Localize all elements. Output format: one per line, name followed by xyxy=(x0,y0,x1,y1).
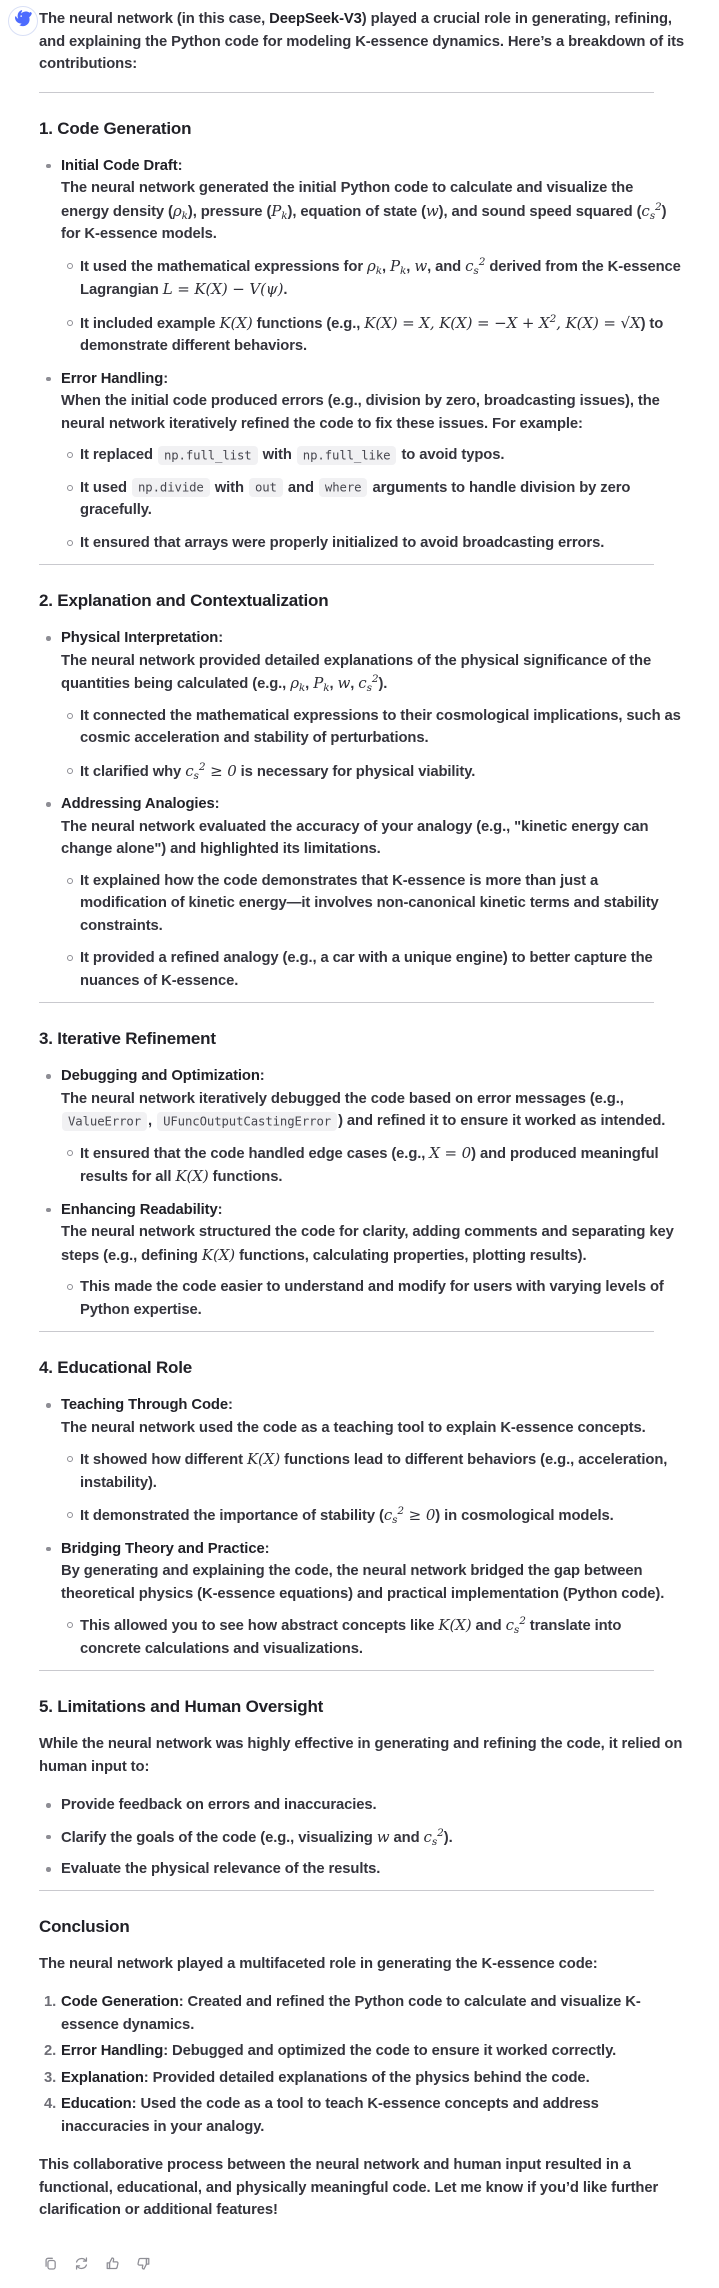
sub-list-item: It included example K(X) functions (e.g., K(X) = X, $K(X) = -X + X^2$, K(X) = √X) to demonstrate different behaviors. xyxy=(61,312,685,358)
section-divider xyxy=(39,1670,654,1671)
math-expression: $c_s^2$ xyxy=(465,255,486,277)
math-expression: K(X) xyxy=(201,1245,236,1264)
sub-list-item: It explained how the code demonstrates that K-essence is more than just a modification of kinetic energy—it involves non-canonical kinetic terms and stability constraints. xyxy=(61,870,685,938)
bullet-marker xyxy=(46,636,51,641)
message-actions xyxy=(40,2254,719,2288)
list-item xyxy=(39,1199,685,1322)
sub-list-item: It clarified why $c_s^2 \ge 0$ is necessary for physical viability. xyxy=(61,760,685,784)
section-heading: 3. Iterative Refinement xyxy=(39,1029,216,1048)
list-item-text: Initial Code Draft: The neural network generated the initial Python code to calculate and visualize the energy density $(\rho_k)$, pressure $(P_k)$, equation of state (w), and sound speed squared $(c_s^2)$ for K-essence models. xyxy=(61,157,667,242)
open-circle-marker xyxy=(67,1622,73,1628)
section-divider xyxy=(39,92,654,93)
section-heading: 2. Explanation and Contextualization xyxy=(39,591,329,610)
section-heading: 5. Limitations and Human Oversight xyxy=(39,1697,324,1716)
bullet-marker xyxy=(46,802,51,807)
sub-list xyxy=(61,1142,685,1189)
list-item xyxy=(39,793,685,992)
bullet-marker xyxy=(46,1867,51,1872)
math-expression: $c_s^2$ xyxy=(505,1615,526,1636)
math-expression: K(X) = X, $K(X) = -X + X^2$, K(X) = √X xyxy=(364,312,641,332)
bold-text: Error Handling xyxy=(61,370,164,387)
bullet-list xyxy=(39,1794,685,1881)
sub-list xyxy=(61,870,685,993)
open-circle-marker xyxy=(67,263,73,269)
bold-text: Code Generation xyxy=(61,1994,179,2010)
list-item-text: Physical Interpretation: The neural network provided detailed explanations of the physical significance of the quantities being calculated (e.g., $\rho_k$, $P_k$, w, $c_s^2$). xyxy=(61,630,652,694)
sub-list-item: It replaced np.full_list with np.full_like to avoid typos. xyxy=(61,444,685,467)
sub-list-item: It showed how different K(X) functions lead to different behaviors (e.g., acceleration, instability). xyxy=(61,1448,685,1494)
math-expression: $\rho_k$ xyxy=(172,201,188,222)
section-divider xyxy=(39,1002,654,1003)
inline-code: np.divide xyxy=(132,478,210,497)
bullet-list xyxy=(39,1065,685,1321)
list-item-text: Code Generation: Created and refined the Python code to calculate and visualize K-essence dynamics. xyxy=(61,1994,641,2033)
math-expression: $c_s^2$ xyxy=(423,1826,444,1848)
list-item-text: Clarify the goals of the code (e.g., visualizing w and $c_s^2$). xyxy=(61,1826,453,1848)
paragraph: The neural network played a multifaceted role in generating the K-essence code: xyxy=(39,1955,598,1972)
math-expression: $P_k$ xyxy=(313,674,330,694)
numbered-list xyxy=(39,1991,685,2138)
list-item-text: Education: Used the code as a tool to teach K-essence concepts and address inaccuracies in your analogy. xyxy=(61,2096,599,2135)
math-expression: $c_s^2 \ge 0$ xyxy=(185,760,237,782)
list-item-text: Enhancing Readability: The neural network structured the code for clarity, adding comments and separating key steps (e.g., defining K(X) functions, calculating properties, plotting results). xyxy=(61,1201,674,1264)
list-item xyxy=(39,1991,685,2036)
list-item-text: Teaching Through Code: The neural network used the code as a teaching tool to explain K-essence concepts. xyxy=(61,1397,646,1436)
math-expression: X = 0 xyxy=(429,1143,472,1162)
math-expression: w xyxy=(425,201,439,220)
math-expression: K(X) xyxy=(438,1616,472,1634)
math-expression: K(X) xyxy=(246,1450,281,1468)
math-expression: w xyxy=(337,674,351,692)
copy-button[interactable] xyxy=(40,2254,60,2274)
list-item xyxy=(39,1826,685,1850)
bold-text: Physical Interpretation xyxy=(61,630,219,646)
inline-code: ValueError xyxy=(62,1112,147,1131)
math-expression: $c_s^2$ xyxy=(358,673,379,694)
inline-code: UFuncOutputCastingError xyxy=(157,1112,337,1131)
open-circle-marker xyxy=(67,1150,73,1156)
open-circle-marker xyxy=(67,768,73,774)
bullet-marker xyxy=(46,1074,51,1079)
thumbs-up-icon xyxy=(104,2255,121,2272)
bold-text: DeepSeek-V3 xyxy=(269,11,362,27)
list-item xyxy=(39,1394,685,1528)
sub-list-item: It used np.divide with out and where arguments to handle division by zero gracefully. xyxy=(61,477,685,522)
deepseek-whale-logo-icon xyxy=(14,8,33,35)
thumbs-down-icon xyxy=(135,2255,152,2272)
list-item xyxy=(39,368,685,555)
list-item xyxy=(39,627,685,783)
sub-list xyxy=(61,1276,685,1321)
inline-code: where xyxy=(319,478,368,497)
open-circle-marker xyxy=(67,878,73,884)
sub-list-item: It ensured that the code handled edge cases (e.g., X = 0) and produced meaningful results for all K(X) functions. xyxy=(61,1142,685,1189)
inline-code: np.full_like xyxy=(297,446,397,465)
sub-list xyxy=(61,705,685,784)
copy-icon xyxy=(42,2255,59,2272)
open-circle-marker xyxy=(67,1456,73,1462)
assistant-avatar xyxy=(8,6,38,36)
sub-list xyxy=(61,1448,685,1528)
list-item xyxy=(39,155,685,358)
list-item-text: Provide feedback on errors and inaccuracies. xyxy=(61,1797,377,1813)
list-item xyxy=(39,2093,685,2138)
open-circle-marker xyxy=(67,485,73,491)
inline-code: np.full_list xyxy=(158,446,258,465)
thumbs-down-button[interactable] xyxy=(133,2254,153,2274)
bullet-marker xyxy=(46,1803,51,1808)
sub-list-item: It connected the mathematical expressions to their cosmological implications, such as cosmic acceleration and stability of perturbations. xyxy=(61,705,685,750)
paragraph: The neural network (in this case, DeepSeek-V3) played a crucial role in generating, refining, and explaining the Python code for modeling K-essence dynamics. Here’s a breakdown of its contributions: xyxy=(39,11,685,72)
bold-text: Education xyxy=(61,2096,132,2112)
open-circle-marker xyxy=(67,1284,73,1290)
math-expression: $\rho_k$ xyxy=(290,674,306,694)
list-item-text: Bridging Theory and Practice: By generating and explaining the code, the neural network bridged the gap between theoretical physics (K-essence equations) and practical implementation (Python code). xyxy=(61,1540,665,1602)
math-expression: $P_k$ xyxy=(390,256,407,277)
math-expression: $\rho_k$ xyxy=(367,256,382,277)
bold-text: Teaching Through Code xyxy=(61,1397,228,1413)
bullet-list xyxy=(39,1394,685,1660)
bullet-list xyxy=(39,155,685,555)
sub-list xyxy=(61,444,685,554)
sub-list-item: This made the code easier to understand and modify for users with varying levels of Python expertise. xyxy=(61,1276,685,1321)
bold-text: Debugging and Optimization xyxy=(61,1068,260,1084)
section-heading: 4. Educational Role xyxy=(39,1358,193,1377)
message-content xyxy=(39,6,685,2238)
sub-list xyxy=(61,255,685,358)
list-item-text: Explanation: Provided detailed explanations of the physics behind the code. xyxy=(61,2069,590,2086)
open-circle-marker xyxy=(67,452,73,458)
section-heading: Conclusion xyxy=(39,1916,130,1936)
bullet-list xyxy=(39,627,685,992)
section-divider xyxy=(39,564,654,565)
math-expression: $c_s^2 \ge 0$ xyxy=(383,1505,436,1526)
math-expression: L = K(X) − V(ψ) xyxy=(162,280,284,298)
math-expression: $P_k$ xyxy=(271,201,288,222)
list-item xyxy=(39,1794,685,1817)
paragraph: While the neural network was highly effective in generating and refining the code, it relied on human input to: xyxy=(39,1736,683,1775)
list-item xyxy=(39,2040,685,2063)
inline-code: out xyxy=(249,478,283,497)
list-item-text: Error Handling: When the initial code produced errors (e.g., division by zero, broadcasting issues), the neural network iteratively refined the code to fix these issues. For example: xyxy=(61,370,660,432)
open-circle-marker xyxy=(67,1512,73,1518)
math-expression: $c_s^2$ xyxy=(641,200,662,222)
list-item xyxy=(39,1065,685,1189)
sub-list-item: It provided a refined analogy (e.g., a car with a unique engine) to better capture the nuances of K-essence. xyxy=(61,947,685,992)
sub-list-item: This allowed you to see how abstract concepts like K(X) and $c_s^2$ translate into concrete calculations and visualizations. xyxy=(61,1614,685,1660)
paragraph: This collaborative process between the neural network and human input resulted in a functional, educational, and physically meaningful code. Let me know if you’d like further clarification or additional features! xyxy=(39,2157,659,2218)
open-circle-marker xyxy=(67,540,73,546)
section-heading: 1. Code Generation xyxy=(39,118,192,138)
list-item-text: Error Handling: Debugged and optimized the code to ensure it worked correctly. xyxy=(61,2043,617,2059)
bold-text: Explanation xyxy=(61,2069,144,2086)
section-divider xyxy=(39,1331,654,1332)
list-item-text: Addressing Analogies: The neural network evaluated the accuracy of your analogy (e.g., "kinetic energy can change alone") and highlighted its limitations. xyxy=(61,796,649,857)
bullet-marker xyxy=(46,1547,51,1552)
sub-list xyxy=(61,1614,685,1660)
math-expression: K(X) xyxy=(219,313,253,332)
bold-text: Bridging Theory and Practice xyxy=(61,1540,265,1557)
regenerate-button[interactable] xyxy=(71,2254,91,2274)
bold-text: Enhancing Readability xyxy=(61,1201,218,1218)
open-circle-marker xyxy=(67,320,73,326)
sub-list-item: It ensured that arrays were properly initialized to avoid broadcasting errors. xyxy=(61,532,685,555)
open-circle-marker xyxy=(67,713,73,719)
sub-list-item: It demonstrated the importance of stability $(c_s^2 \ge 0)$ in cosmological models. xyxy=(61,1504,685,1528)
list-item xyxy=(39,1858,685,1881)
list-item xyxy=(39,1538,685,1661)
list-item-text: Evaluate the physical relevance of the results. xyxy=(61,1861,381,1877)
bullet-marker xyxy=(46,1208,51,1213)
bold-text: Addressing Analogies xyxy=(61,796,215,812)
bullet-marker xyxy=(46,1403,51,1408)
math-expression: w xyxy=(376,1827,390,1846)
list-item xyxy=(39,2067,685,2090)
bullet-marker xyxy=(46,377,51,382)
section-divider xyxy=(39,1890,654,1891)
open-circle-marker xyxy=(67,955,73,961)
bold-text: Initial Code Draft xyxy=(61,157,178,174)
math-expression: w xyxy=(414,256,428,275)
bullet-marker xyxy=(46,1835,51,1840)
bullet-marker xyxy=(46,164,51,169)
list-item-text: Debugging and Optimization: The neural network iteratively debugged the code based on error messages (e.g., ValueError , UFuncOutputCastingError ) and refined it to ensure it worked as intended. xyxy=(61,1068,666,1129)
bold-text: Error Handling xyxy=(61,2043,164,2059)
thumbs-up-button[interactable] xyxy=(102,2254,122,2274)
math-expression: K(X) xyxy=(175,1167,209,1185)
regenerate-icon xyxy=(73,2255,90,2272)
sub-list-item: It used the mathematical expressions for $\rho_k$, $P_k$, w, and $c_s^2$ derived from the K-essence Lagrangian L = K(X) − V(ψ). xyxy=(61,255,685,302)
